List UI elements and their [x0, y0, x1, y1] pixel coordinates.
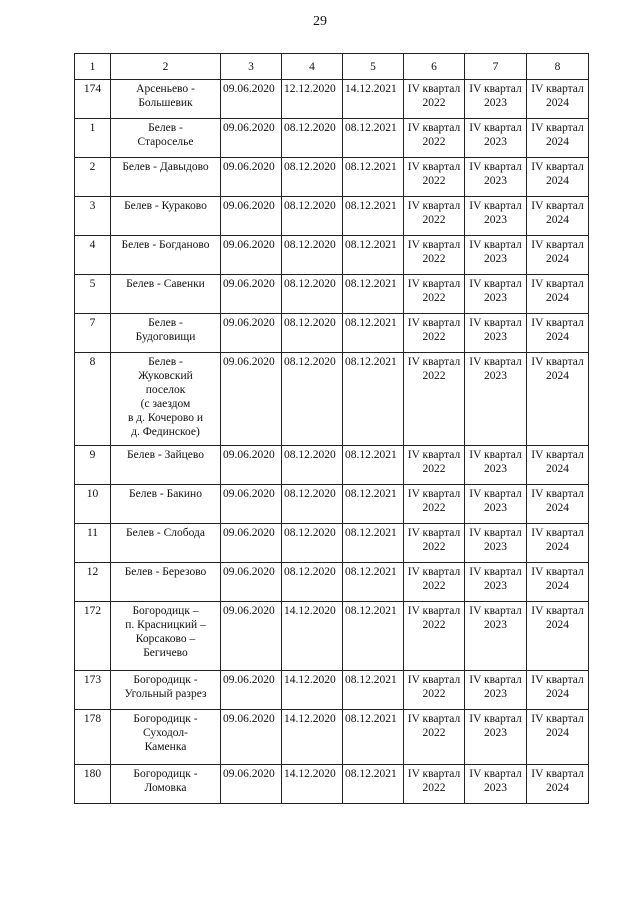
column-header: 2: [111, 54, 221, 80]
date-col-4: 08.12.2020: [282, 485, 343, 524]
date-col-4: 08.12.2020: [282, 353, 343, 446]
route-number: 9: [75, 446, 111, 485]
quarter-col-6: IV квартал 2022: [404, 710, 465, 765]
quarter-col-6: IV квартал 2022: [404, 314, 465, 353]
quarter-col-6: IV квартал 2022: [404, 119, 465, 158]
quarter-col-8: IV квартал 2024: [527, 158, 589, 197]
quarter-col-8: IV квартал 2024: [527, 765, 589, 804]
quarter-col-6: IV квартал 2022: [404, 275, 465, 314]
route-name: Белев - Савенки: [111, 275, 221, 314]
route-number: 5: [75, 275, 111, 314]
table-row: [75, 80, 589, 119]
route-name: Белев - Березово: [111, 563, 221, 602]
column-header: 6: [404, 54, 465, 80]
quarter-col-8: IV квартал 2024: [527, 119, 589, 158]
date-col-5: 14.12.2021: [343, 80, 404, 119]
quarter-col-8: IV квартал 2024: [527, 710, 589, 765]
quarter-col-6: IV квартал 2022: [404, 524, 465, 563]
quarter-col-8: IV квартал 2024: [527, 524, 589, 563]
route-number: 174: [75, 80, 111, 119]
table-row: [75, 485, 589, 524]
date-col-5: 08.12.2021: [343, 197, 404, 236]
route-number: 1: [75, 119, 111, 158]
column-header: 5: [343, 54, 404, 80]
quarter-col-7: IV квартал 2023: [465, 119, 527, 158]
quarter-col-6: IV квартал 2022: [404, 602, 465, 671]
route-name: Белев - Богданово: [111, 236, 221, 275]
quarter-col-6: IV квартал 2022: [404, 563, 465, 602]
date-col-4: 14.12.2020: [282, 671, 343, 710]
date-col-3: 09.06.2020: [221, 563, 282, 602]
quarter-col-7: IV квартал 2023: [465, 710, 527, 765]
route-name: Белев - Кураково: [111, 197, 221, 236]
quarter-col-7: IV квартал 2023: [465, 671, 527, 710]
date-col-5: 08.12.2021: [343, 671, 404, 710]
date-col-3: 09.06.2020: [221, 765, 282, 804]
column-header: 1: [75, 54, 111, 80]
date-col-3: 09.06.2020: [221, 602, 282, 671]
column-header: 7: [465, 54, 527, 80]
quarter-col-7: IV квартал 2023: [465, 765, 527, 804]
table-row: [75, 314, 589, 353]
quarter-col-6: IV квартал 2022: [404, 353, 465, 446]
quarter-col-7: IV квартал 2023: [465, 602, 527, 671]
date-col-4: 08.12.2020: [282, 314, 343, 353]
quarter-col-7: IV квартал 2023: [465, 563, 527, 602]
table-row: [75, 119, 589, 158]
date-col-3: 09.06.2020: [221, 80, 282, 119]
date-col-5: 08.12.2021: [343, 119, 404, 158]
date-col-5: 08.12.2021: [343, 314, 404, 353]
date-col-3: 09.06.2020: [221, 485, 282, 524]
date-col-4: 08.12.2020: [282, 524, 343, 563]
quarter-col-6: IV квартал 2022: [404, 80, 465, 119]
route-number: 4: [75, 236, 111, 275]
quarter-col-6: IV квартал 2022: [404, 197, 465, 236]
date-col-3: 09.06.2020: [221, 158, 282, 197]
table-body: [75, 80, 589, 804]
quarter-col-8: IV квартал 2024: [527, 314, 589, 353]
route-name: Белев - Староселье: [111, 119, 221, 158]
route-name: Белев - Зайцево: [111, 446, 221, 485]
date-col-3: 09.06.2020: [221, 671, 282, 710]
route-number: 8: [75, 353, 111, 446]
route-name: Белев - Будоговищи: [111, 314, 221, 353]
quarter-col-8: IV квартал 2024: [527, 563, 589, 602]
page-number: 29: [313, 14, 327, 29]
date-col-4: 08.12.2020: [282, 275, 343, 314]
table-row: [75, 524, 589, 563]
quarter-col-6: IV квартал 2022: [404, 765, 465, 804]
table-row: [75, 197, 589, 236]
route-name: Богородицк - Угольный разрез: [111, 671, 221, 710]
quarter-col-7: IV квартал 2023: [465, 158, 527, 197]
quarter-col-7: IV квартал 2023: [465, 236, 527, 275]
route-name: Белев - Жуковский поселок (с заездом в д. Кочерово и д. Фединское): [111, 353, 221, 446]
date-col-3: 09.06.2020: [221, 314, 282, 353]
route-number: 2: [75, 158, 111, 197]
quarter-col-7: IV квартал 2023: [465, 524, 527, 563]
date-col-4: 08.12.2020: [282, 158, 343, 197]
quarter-col-8: IV квартал 2024: [527, 485, 589, 524]
route-name: Арсеньево - Большевик: [111, 80, 221, 119]
route-number: 172: [75, 602, 111, 671]
quarter-col-8: IV квартал 2024: [527, 353, 589, 446]
route-name: Богородицк - Ломовка: [111, 765, 221, 804]
date-col-5: 08.12.2021: [343, 275, 404, 314]
quarter-col-7: IV квартал 2023: [465, 275, 527, 314]
date-col-5: 08.12.2021: [343, 158, 404, 197]
quarter-col-6: IV квартал 2022: [404, 671, 465, 710]
quarter-col-7: IV квартал 2023: [465, 80, 527, 119]
quarter-col-8: IV квартал 2024: [527, 275, 589, 314]
date-col-5: 08.12.2021: [343, 710, 404, 765]
date-col-3: 09.06.2020: [221, 236, 282, 275]
quarter-col-6: IV квартал 2022: [404, 158, 465, 197]
table-row: [75, 602, 589, 671]
quarter-col-7: IV квартал 2023: [465, 485, 527, 524]
column-header: 8: [527, 54, 589, 80]
table-row: [75, 275, 589, 314]
date-col-5: 08.12.2021: [343, 765, 404, 804]
route-number: 180: [75, 765, 111, 804]
route-number: 173: [75, 671, 111, 710]
table-header-row: [75, 54, 589, 80]
quarter-col-6: IV квартал 2022: [404, 485, 465, 524]
route-number: 178: [75, 710, 111, 765]
date-col-4: 12.12.2020: [282, 80, 343, 119]
quarter-col-8: IV квартал 2024: [527, 197, 589, 236]
date-col-3: 09.06.2020: [221, 710, 282, 765]
table-row: [75, 236, 589, 275]
quarter-col-8: IV квартал 2024: [527, 671, 589, 710]
quarter-col-8: IV квартал 2024: [527, 446, 589, 485]
date-col-3: 09.06.2020: [221, 119, 282, 158]
quarter-col-6: IV квартал 2022: [404, 236, 465, 275]
date-col-3: 09.06.2020: [221, 275, 282, 314]
date-col-5: 08.12.2021: [343, 485, 404, 524]
date-col-3: 09.06.2020: [221, 353, 282, 446]
date-col-4: 14.12.2020: [282, 710, 343, 765]
date-col-4: 08.12.2020: [282, 236, 343, 275]
date-col-3: 09.06.2020: [221, 446, 282, 485]
route-name: Белев - Бакино: [111, 485, 221, 524]
date-col-4: 14.12.2020: [282, 765, 343, 804]
quarter-col-7: IV квартал 2023: [465, 197, 527, 236]
quarter-col-8: IV квартал 2024: [527, 236, 589, 275]
date-col-4: 08.12.2020: [282, 446, 343, 485]
date-col-3: 09.06.2020: [221, 197, 282, 236]
route-number: 3: [75, 197, 111, 236]
table-row: [75, 671, 589, 710]
date-col-5: 08.12.2021: [343, 563, 404, 602]
table-row: [75, 563, 589, 602]
date-col-5: 08.12.2021: [343, 602, 404, 671]
route-number: 10: [75, 485, 111, 524]
date-col-4: 14.12.2020: [282, 602, 343, 671]
date-col-3: 09.06.2020: [221, 524, 282, 563]
quarter-col-7: IV квартал 2023: [465, 314, 527, 353]
route-number: 11: [75, 524, 111, 563]
route-name: Белев - Слобода: [111, 524, 221, 563]
quarter-col-7: IV квартал 2023: [465, 446, 527, 485]
date-col-4: 08.12.2020: [282, 197, 343, 236]
route-number: 7: [75, 314, 111, 353]
quarter-col-7: IV квартал 2023: [465, 353, 527, 446]
date-col-5: 08.12.2021: [343, 524, 404, 563]
route-number: 12: [75, 563, 111, 602]
date-col-5: 08.12.2021: [343, 446, 404, 485]
route-name: Богородицк – п. Красницкий – Корсаково – Бегичево: [111, 602, 221, 671]
route-name: Богородицк - Суходол- Каменка: [111, 710, 221, 765]
quarter-col-8: IV квартал 2024: [527, 602, 589, 671]
date-col-4: 08.12.2020: [282, 119, 343, 158]
table-row: [75, 158, 589, 197]
quarter-col-8: IV квартал 2024: [527, 80, 589, 119]
table-row: [75, 710, 589, 765]
date-col-4: 08.12.2020: [282, 563, 343, 602]
table-row: [75, 446, 589, 485]
table-row: [75, 353, 589, 446]
table-row: [75, 765, 589, 804]
date-col-5: 08.12.2021: [343, 353, 404, 446]
quarter-col-6: IV квартал 2022: [404, 446, 465, 485]
column-header: 3: [221, 54, 282, 80]
route-schedule-table: [74, 53, 589, 804]
date-col-5: 08.12.2021: [343, 236, 404, 275]
route-name: Белев - Давыдово: [111, 158, 221, 197]
column-header: 4: [282, 54, 343, 80]
